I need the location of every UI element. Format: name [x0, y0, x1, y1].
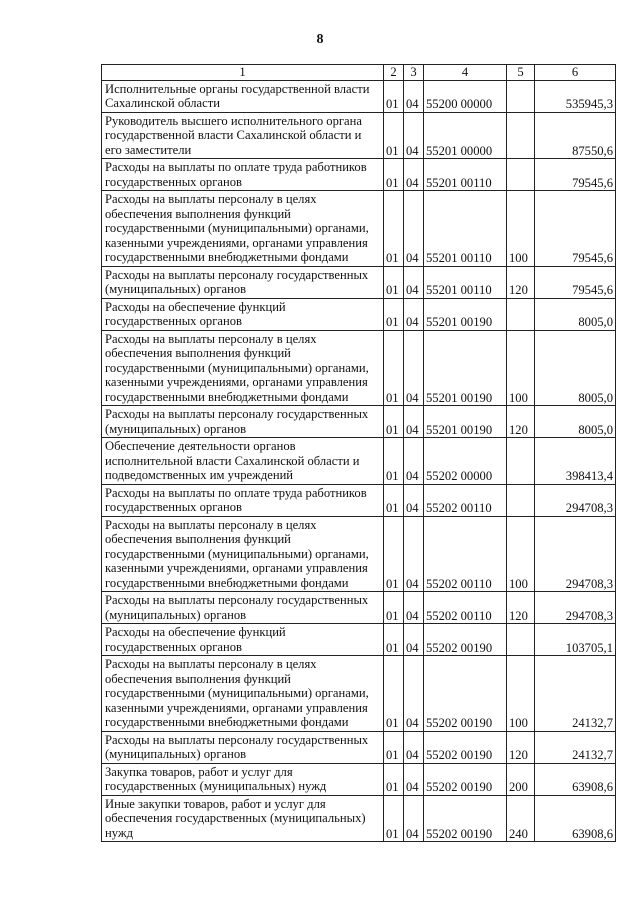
- table-row: [102, 763, 616, 795]
- target-article-cell: 55201 00190: [424, 406, 507, 438]
- item-name-cell: Руководитель высшего исполнительного органа государственной власти Сахалинской области и его заместители: [102, 112, 384, 159]
- subsection-code-cell: 04: [404, 191, 424, 267]
- subsection-code-cell: 04: [404, 484, 424, 516]
- target-article-cell: 55201 00110: [424, 191, 507, 267]
- table-row: [102, 159, 616, 191]
- expense-type-cell: 100: [507, 656, 535, 732]
- section-code-cell: 01: [384, 298, 404, 330]
- subsection-code-cell: 04: [404, 266, 424, 298]
- amount-cell: 63908,6: [535, 795, 616, 842]
- target-article-cell: 55202 00000: [424, 438, 507, 485]
- section-code-cell: 01: [384, 516, 404, 592]
- target-article-cell: 55202 00190: [424, 795, 507, 842]
- expense-type-cell: [507, 624, 535, 656]
- expense-type-cell: 120: [507, 592, 535, 624]
- item-name-cell: Расходы на выплаты персоналу в целях обеспечения выполнения функций государственными (муниципальными) органами, казенными учреждениями, органами управления государственными внебюджетными фондами: [102, 191, 384, 267]
- expense-type-cell: 100: [507, 516, 535, 592]
- amount-cell: 8005,0: [535, 406, 616, 438]
- target-article-cell: 55200 00000: [424, 80, 507, 112]
- table-row: [102, 298, 616, 330]
- item-name-cell: Расходы на обеспечение функций государственных органов: [102, 298, 384, 330]
- section-code-cell: 01: [384, 795, 404, 842]
- table-row: [102, 624, 616, 656]
- amount-cell: 24132,7: [535, 656, 616, 732]
- section-code-cell: 01: [384, 191, 404, 267]
- page-number: 8: [316, 32, 324, 47]
- section-code-cell: 01: [384, 330, 404, 406]
- expense-type-cell: 100: [507, 191, 535, 267]
- subsection-code-cell: 04: [404, 795, 424, 842]
- subsection-code-cell: 04: [404, 592, 424, 624]
- table-row: [102, 484, 616, 516]
- section-code-cell: 01: [384, 592, 404, 624]
- header-cell: 1: [102, 65, 384, 81]
- section-code-cell: 01: [384, 763, 404, 795]
- amount-cell: 79545,6: [535, 159, 616, 191]
- amount-cell: 294708,3: [535, 592, 616, 624]
- expense-type-cell: [507, 112, 535, 159]
- target-article-cell: 55202 00190: [424, 763, 507, 795]
- section-code-cell: 01: [384, 406, 404, 438]
- table-row: [102, 438, 616, 485]
- expense-type-cell: 120: [507, 731, 535, 763]
- table-row: [102, 656, 616, 732]
- item-name-cell: Расходы на выплаты персоналу государственных (муниципальных) органов: [102, 731, 384, 763]
- item-name-cell: Расходы на выплаты персоналу государственных (муниципальных) органов: [102, 592, 384, 624]
- subsection-code-cell: 04: [404, 624, 424, 656]
- expense-type-cell: [507, 80, 535, 112]
- table-header-row: [102, 65, 616, 81]
- table-row: [102, 330, 616, 406]
- item-name-cell: Расходы на выплаты по оплате труда работников государственных органов: [102, 484, 384, 516]
- expense-type-cell: 240: [507, 795, 535, 842]
- header-cell: 4: [424, 65, 507, 81]
- section-code-cell: 01: [384, 656, 404, 732]
- amount-cell: 79545,6: [535, 191, 616, 267]
- subsection-code-cell: 04: [404, 438, 424, 485]
- table-row: [102, 191, 616, 267]
- target-article-cell: 55202 00110: [424, 484, 507, 516]
- item-name-cell: Обеспечение деятельности органов исполнительной власти Сахалинской области и подведомственных им учреждений: [102, 438, 384, 485]
- expense-type-cell: 120: [507, 406, 535, 438]
- target-article-cell: 55201 00000: [424, 112, 507, 159]
- amount-cell: 8005,0: [535, 330, 616, 406]
- section-code-cell: 01: [384, 624, 404, 656]
- expense-type-cell: 200: [507, 763, 535, 795]
- expense-type-cell: [507, 438, 535, 485]
- table-row: [102, 112, 616, 159]
- subsection-code-cell: 04: [404, 656, 424, 732]
- subsection-code-cell: 04: [404, 516, 424, 592]
- item-name-cell: Исполнительные органы государственной власти Сахалинской области: [102, 80, 384, 112]
- amount-cell: 87550,6: [535, 112, 616, 159]
- table-row: [102, 795, 616, 842]
- header-cell: 5: [507, 65, 535, 81]
- subsection-code-cell: 04: [404, 330, 424, 406]
- subsection-code-cell: 04: [404, 731, 424, 763]
- subsection-code-cell: 04: [404, 159, 424, 191]
- table-row: [102, 406, 616, 438]
- subsection-code-cell: 04: [404, 406, 424, 438]
- target-article-cell: 55202 00190: [424, 656, 507, 732]
- header-cell: 2: [384, 65, 404, 81]
- subsection-code-cell: 04: [404, 80, 424, 112]
- table-row: [102, 266, 616, 298]
- target-article-cell: 55202 00190: [424, 731, 507, 763]
- item-name-cell: Расходы на обеспечение функций государственных органов: [102, 624, 384, 656]
- target-article-cell: 55202 00110: [424, 592, 507, 624]
- section-code-cell: 01: [384, 266, 404, 298]
- expense-type-cell: [507, 484, 535, 516]
- target-article-cell: 55201 00190: [424, 298, 507, 330]
- amount-cell: 63908,6: [535, 763, 616, 795]
- section-code-cell: 01: [384, 484, 404, 516]
- amount-cell: 24132,7: [535, 731, 616, 763]
- amount-cell: 8005,0: [535, 298, 616, 330]
- subsection-code-cell: 04: [404, 763, 424, 795]
- expense-type-cell: [507, 298, 535, 330]
- amount-cell: 294708,3: [535, 516, 616, 592]
- section-code-cell: 01: [384, 112, 404, 159]
- item-name-cell: Расходы на выплаты персоналу в целях обеспечения выполнения функций государственными (муниципальными) органами, казенными учреждениями, органами управления государственными внебюджетными фондами: [102, 656, 384, 732]
- expense-type-cell: 100: [507, 330, 535, 406]
- section-code-cell: 01: [384, 438, 404, 485]
- item-name-cell: Иные закупки товаров, работ и услуг для обеспечения государственных (муниципальных) нужд: [102, 795, 384, 842]
- subsection-code-cell: 04: [404, 112, 424, 159]
- expense-type-cell: [507, 159, 535, 191]
- expense-type-cell: 120: [507, 266, 535, 298]
- item-name-cell: Расходы на выплаты по оплате труда работников государственных органов: [102, 159, 384, 191]
- item-name-cell: Расходы на выплаты персоналу государственных (муниципальных) органов: [102, 266, 384, 298]
- subsection-code-cell: 04: [404, 298, 424, 330]
- table-row: [102, 80, 616, 112]
- target-article-cell: 55202 00190: [424, 624, 507, 656]
- section-code-cell: 01: [384, 80, 404, 112]
- item-name-cell: Расходы на выплаты персоналу в целях обеспечения выполнения функций государственными (муниципальными) органами, казенными учреждениями, органами управления государственными внебюджетными фондами: [102, 516, 384, 592]
- target-article-cell: 55201 00110: [424, 266, 507, 298]
- table-row: [102, 592, 616, 624]
- target-article-cell: 55201 00190: [424, 330, 507, 406]
- table-row: [102, 516, 616, 592]
- budget-table: [101, 64, 616, 842]
- table-row: [102, 731, 616, 763]
- item-name-cell: Расходы на выплаты персоналу в целях обеспечения выполнения функций государственными (муниципальными) органами, казенными учреждениями, органами управления государственными внебюджетными фондами: [102, 330, 384, 406]
- item-name-cell: Расходы на выплаты персоналу государственных (муниципальных) органов: [102, 406, 384, 438]
- section-code-cell: 01: [384, 731, 404, 763]
- amount-cell: 103705,1: [535, 624, 616, 656]
- amount-cell: 294708,3: [535, 484, 616, 516]
- item-name-cell: Закупка товаров, работ и услуг для государственных (муниципальных) нужд: [102, 763, 384, 795]
- amount-cell: 398413,4: [535, 438, 616, 485]
- section-code-cell: 01: [384, 159, 404, 191]
- target-article-cell: 55202 00110: [424, 516, 507, 592]
- header-cell: 3: [404, 65, 424, 81]
- header-cell: 6: [535, 65, 616, 81]
- target-article-cell: 55201 00110: [424, 159, 507, 191]
- amount-cell: 79545,6: [535, 266, 616, 298]
- amount-cell: 535945,3: [535, 80, 616, 112]
